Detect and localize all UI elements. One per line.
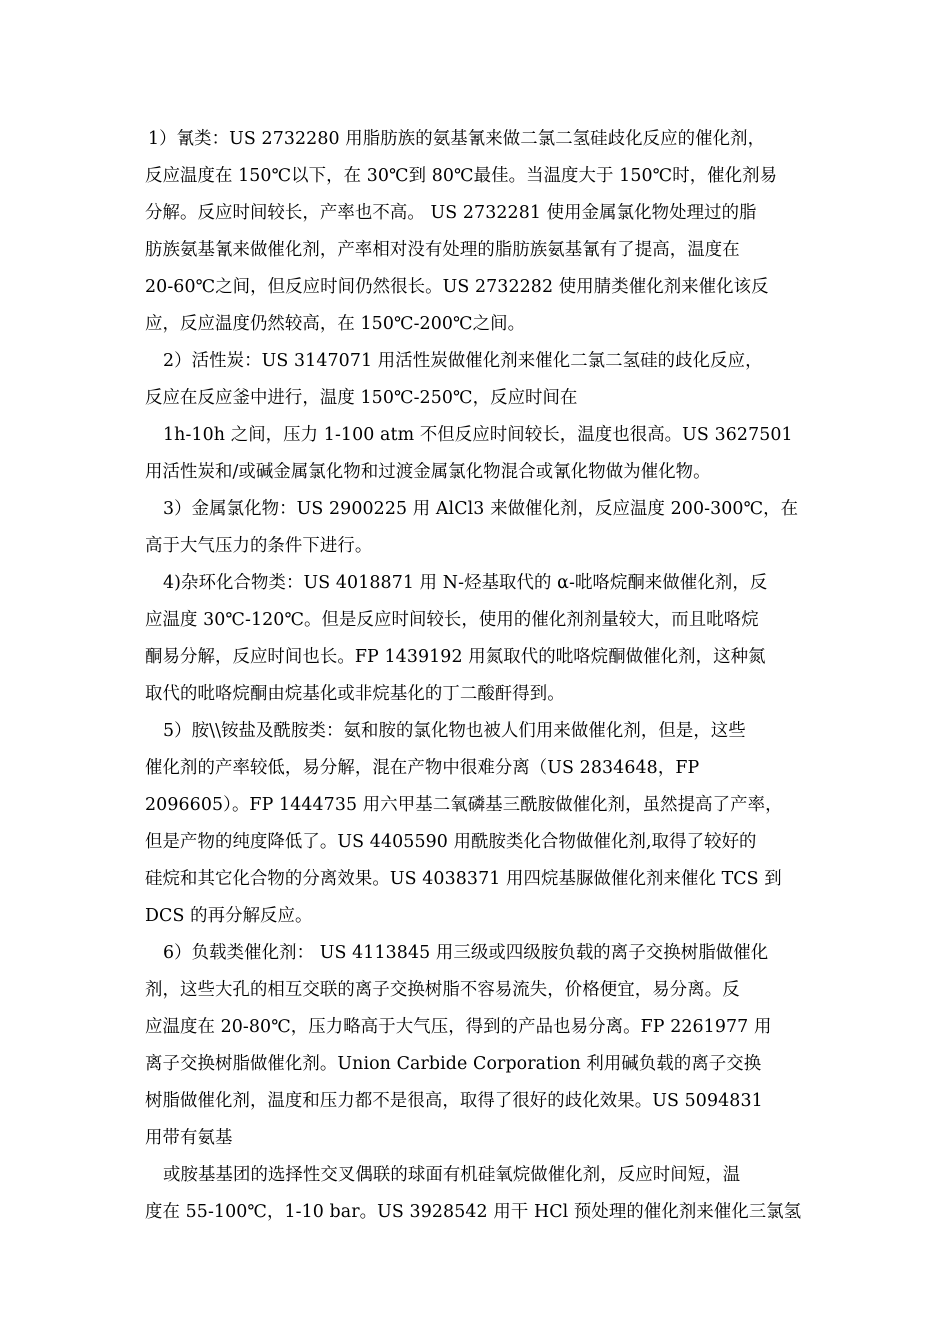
- text-line-7: 2）活性炭：US 3147071 用活性炭做催化剂来催化二氯二氢硅的歧化反应，: [163, 351, 763, 371]
- text-line-6: 应，反应温度仍然较高，在 150℃-200℃之间。: [145, 314, 526, 334]
- text-line-15: 酮易分解，反应时间也长。FP 1439192 用氮取代的吡咯烷酮做催化剂，这种氮: [145, 647, 766, 667]
- text-line-25: 应温度在 20-80℃，压力略高于大气压，得到的产品也易分离。FP 2261977 用: [145, 1017, 772, 1037]
- text-line-3: 分解。反应时间较长，产率也不高。 US 2732281 使用金属氯化物处理过的脂: [145, 203, 757, 223]
- text-line-26: 离子交换树脂做催化剂。Union Carbide Corporation 利用碱负载的离子交换: [145, 1054, 762, 1074]
- text-line-12: 高于大气压力的条件下进行。: [145, 536, 373, 556]
- text-line-9: 1h-10h 之间，压力 1-100 atm 不但反应时间较长，温度也很高。US 3627501: [163, 425, 793, 445]
- text-line-14: 应温度 30℃-120℃。但是反应时间较长，使用的催化剂剂量较大，而且吡咯烷: [145, 610, 759, 630]
- text-line-1: 1）氰类：US 2732280 用脂肪族的氨基氰来做二氯二氢硅歧化反应的催化剂，: [148, 129, 766, 149]
- text-line-30: 度在 55-100℃，1-10 bar。US 3928542 用干 HCl 预处理的催化剂来催化三氯氢: [145, 1202, 802, 1222]
- text-line-18: 催化剂的产率较低，易分解，混在产物中很难分离（US 2834648，FP: [145, 758, 700, 778]
- text-line-17: 5）胺\\铵盐及酰胺类：氨和胺的氯化物也被人们用来做催化剂，但是，这些: [163, 721, 746, 741]
- text-line-2: 反应温度在 150℃以下，在 30℃到 80℃最佳。当温度大于 150℃时，催化剂易: [145, 166, 778, 186]
- text-line-11: 3）金属氯化物：US 2900225 用 AlCl3 来做催化剂，反应温度 200-300℃，在: [163, 499, 799, 519]
- text-line-5: 20-60℃之间，但反应时间仍然很长。US 2732282 使用腈类催化剂来催化该反: [145, 277, 769, 297]
- text-line-16: 取代的吡咯烷酮由烷基化或非烷基化的丁二酸酐得到。: [145, 684, 565, 704]
- text-line-19: 2096605）。FP 1444735 用六甲基二氧磷基三酰胺做催化剂，虽然提高了产率，: [145, 795, 783, 815]
- text-line-10: 用活性炭和/或碱金属氯化物和过渡金属氯化物混合或氰化物做为催化物。: [145, 462, 711, 482]
- text-line-20: 但是产物的纯度降低了。US 4405590 用酰胺类化合物做催化剂,取得了较好的: [145, 832, 757, 852]
- text-line-24: 剂，这些大孔的相互交联的离子交换树脂不容易流失，价格便宜，易分离。反: [145, 980, 740, 1000]
- text-line-4: 肪族氨基氰来做催化剂，产率相对没有处理的脂肪族氨基氰有了提高，温度在: [145, 240, 740, 260]
- text-line-27: 树脂做催化剂，温度和压力都不是很高，取得了很好的歧化效果。US 5094831: [145, 1091, 763, 1111]
- text-line-8: 反应在反应釜中进行，温度 150℃-250℃，反应时间在: [145, 388, 578, 408]
- text-line-23: 6）负载类催化剂： US 4113845 用三级或四级胺负载的离子交换树脂做催化: [163, 943, 769, 963]
- text-line-13: 4)杂环化合物类：US 4018871 用 N-烃基取代的 α-吡咯烷酮来做催化剂，反: [163, 573, 768, 593]
- text-line-21: 硅烷和其它化合物的分离效果。US 4038371 用四烷基脲做催化剂来催化 TCS 到: [145, 869, 782, 889]
- text-line-22: DCS 的再分解反应。: [145, 906, 313, 926]
- text-line-28: 用带有氨基: [145, 1128, 233, 1148]
- text-line-29: 或胺基基团的选择性交叉偶联的球面有机硅氧烷做催化剂，反应时间短，温: [163, 1165, 741, 1185]
